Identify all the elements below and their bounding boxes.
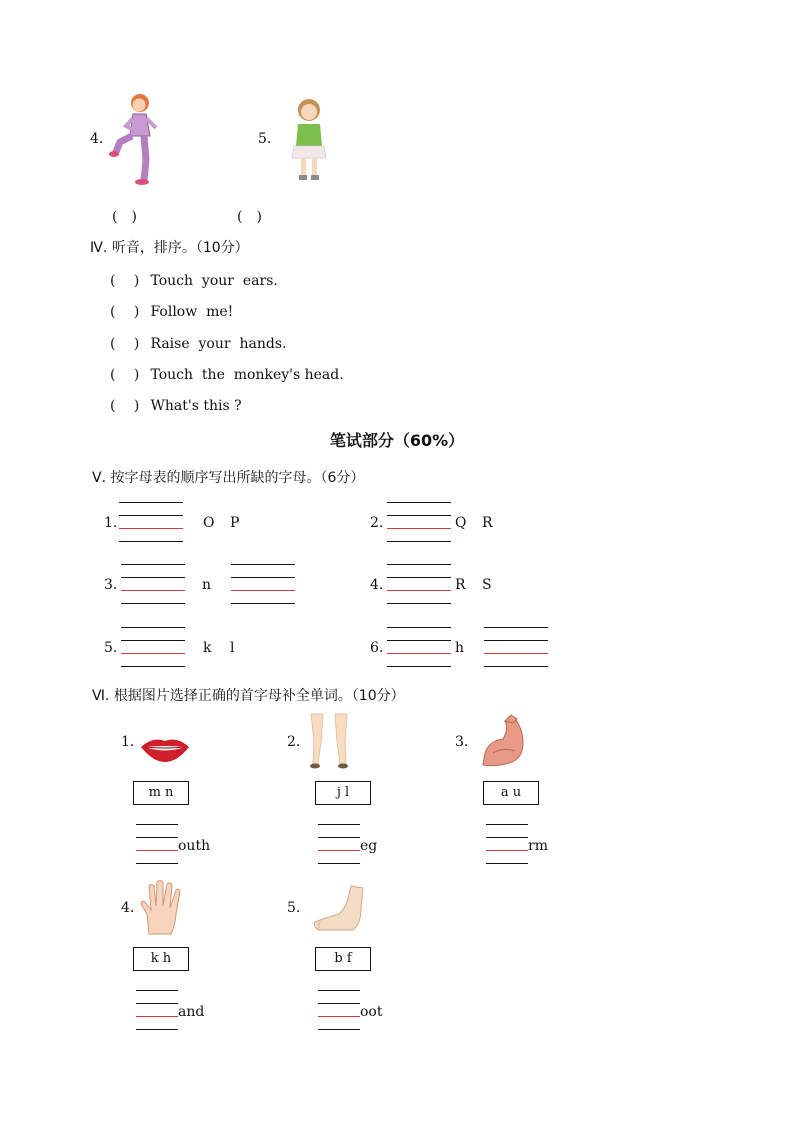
sentence-text: Touch the monkey's head. [150,367,344,383]
letter-choices-box: b f [315,947,371,971]
girl-exercising-image [106,90,162,188]
writing-lines[interactable] [387,502,451,542]
section-4-title: Ⅳ. 听音，排序。（10分） [90,240,249,256]
letter-choices-box: k h [133,947,189,971]
word-suffix: and [178,1004,205,1020]
item-number: 3. [104,577,118,593]
item-number: 4. [90,131,104,147]
given-letter: S [482,577,492,593]
answer-parentheses[interactable]: ( ) [110,273,140,289]
given-letter: R [482,515,493,531]
item-number: 2. [370,515,384,531]
hand-image [139,878,185,936]
written-part-title: 笔试部分（60%） [329,431,465,450]
word-suffix: eg [360,838,378,854]
writing-lines[interactable] [231,564,295,604]
given-letter: n [202,577,212,593]
item-number: 5. [287,900,301,916]
writing-lines[interactable] [121,564,185,604]
list-item [110,333,286,353]
list-item [110,301,233,321]
letter-choices-box: j l [315,781,371,805]
item-number: 3. [455,734,469,750]
item-number: 4. [370,577,384,593]
foot-image [311,884,367,934]
letter-choices-box: m n [133,781,189,805]
writing-lines[interactable] [119,502,183,542]
sentence-text: Follow me! [150,304,234,320]
writing-lines[interactable] [318,824,360,864]
item-number: 5. [104,640,118,656]
item-number: 1. [121,734,135,750]
item-number: 1. [104,515,118,531]
section-6-title: Ⅵ. 根据图片选择正确的首字母补全单词。（10分） [92,688,405,704]
writing-lines[interactable] [387,564,451,604]
answer-parentheses[interactable]: ( ) [237,209,262,225]
writing-lines[interactable] [121,627,185,667]
legs-image [305,712,353,770]
answer-parentheses[interactable]: ( ) [110,336,140,352]
answer-parentheses[interactable]: ( ) [110,367,140,383]
girl-thinking-image [288,96,330,184]
answer-parentheses[interactable]: ( ) [110,304,140,320]
answer-parentheses[interactable]: ( ) [110,398,140,414]
sentence-text: What's this ? [150,398,242,414]
given-letter: k [203,640,212,656]
list-item [110,395,242,415]
item-number: 6. [370,640,384,656]
list-item [110,270,278,290]
given-letter: Q [455,515,467,531]
word-suffix: oot [360,1004,383,1020]
section-5-title: Ⅴ. 按字母表的顺序写出所缺的字母。（6分） [92,470,365,486]
given-letter: R [455,577,466,593]
given-letter: O [203,515,215,531]
given-letter: l [230,640,235,656]
given-letter: P [230,515,240,531]
given-letter: h [455,640,465,656]
writing-lines[interactable] [387,627,451,667]
list-item [110,364,344,384]
answer-parentheses[interactable]: ( ) [112,209,137,225]
item-number: 2. [287,734,301,750]
word-suffix: rm [528,838,548,854]
item-number: 5. [258,131,272,147]
word-suffix: outh [178,838,211,854]
writing-lines[interactable] [136,824,178,864]
letter-choices-box: a u [483,781,539,805]
sentence-text: Touch your ears. [150,273,278,289]
writing-lines[interactable] [136,990,178,1030]
arm-muscle-image [479,713,529,769]
writing-lines[interactable] [318,990,360,1030]
item-number: 4. [121,900,135,916]
writing-lines[interactable] [486,824,528,864]
sentence-text: Raise your hands. [150,336,287,352]
writing-lines[interactable] [484,627,548,667]
mouth-image [139,734,191,764]
